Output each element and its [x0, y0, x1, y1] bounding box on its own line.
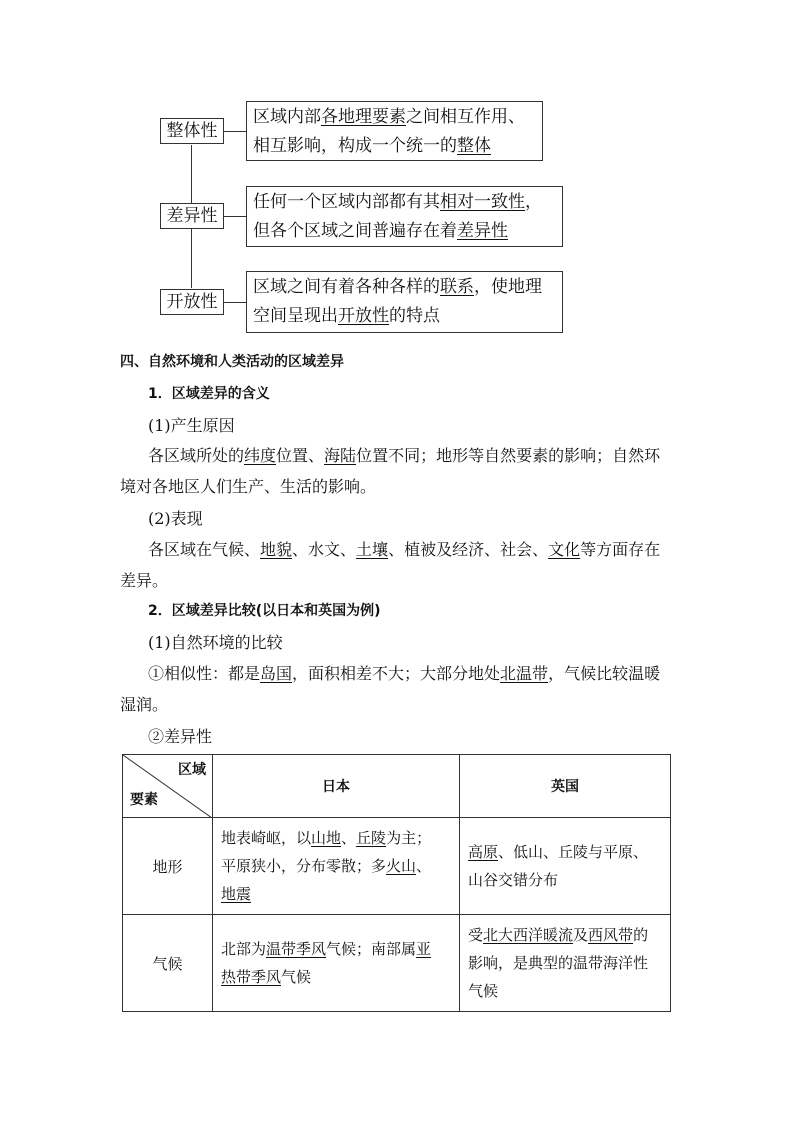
text-segment: 、植被及经济、社会、: [388, 540, 549, 559]
cell-line: [221, 880, 451, 908]
text-segment: 位置、: [276, 446, 325, 465]
similarity-line-2: [120, 692, 680, 715]
text-segment: 位置不同；地形等自然要素的影响；自然环: [356, 446, 661, 465]
text-segment: 境对各地区人们生产、生活的影响。: [120, 477, 377, 496]
header-japan: 日本: [213, 755, 460, 818]
text-segment: 的: [633, 926, 649, 944]
underlined-term: 温带季风: [266, 940, 327, 958]
cell-line: [221, 935, 451, 963]
corner-bottom-label: 要素: [130, 792, 158, 808]
text-segment: 为主；: [386, 829, 432, 847]
diagram-desc-integrity: [246, 101, 543, 161]
diagram-desc-openness: [246, 271, 563, 333]
cell-line: [221, 824, 451, 852]
diagram-key-openness: 开放性: [160, 289, 224, 315]
reason-line-1: [148, 443, 708, 466]
text-segment: 空间呈现出: [253, 306, 338, 326]
reason-line-2: [120, 474, 680, 497]
text-segment: 山谷交错分布: [468, 871, 559, 889]
cell-line: [468, 949, 662, 977]
text-segment: 气候: [281, 968, 312, 986]
desc-line: [253, 302, 556, 331]
subheading-reason: (1)产生原因: [148, 416, 235, 435]
row-label-climate: 气候: [123, 915, 213, 1012]
cell-line: [221, 963, 451, 991]
desc-line: [253, 217, 556, 246]
underlined-term: 热带季风: [221, 968, 282, 986]
text-segment: 相互影响，构成一个统一的: [253, 136, 457, 156]
cell-line: [468, 921, 662, 949]
underlined-term: 丘陵: [356, 829, 387, 847]
text-segment: 但各个区域之间普遍存在着: [253, 221, 457, 241]
text-segment: ，使地理: [474, 277, 542, 297]
text-segment: 差异。: [120, 571, 169, 590]
text-segment: 及: [573, 926, 589, 944]
text-segment: 、水文、: [292, 540, 357, 559]
text-segment: 、: [416, 857, 432, 875]
underlined-term: 差异性: [457, 221, 508, 241]
cell-line: [468, 838, 662, 866]
region-characteristics-diagram: [0, 0, 794, 340]
text-segment: 湿润。: [120, 695, 169, 714]
cell-japan-climate: [213, 915, 460, 1012]
underlined-term: 岛国: [260, 664, 293, 683]
subheading-natural: (1)自然环境的比较: [148, 633, 283, 652]
diagram-key-difference: 差异性: [160, 203, 224, 229]
text-segment: ，面积相差不大；大部分地处: [292, 664, 501, 683]
text-segment: 各区域在气候、: [148, 540, 261, 559]
desc-line: [253, 132, 536, 161]
underlined-term: 整体: [457, 136, 491, 156]
subsection-title: 2．区域差异比较(以日本和英国为例): [148, 603, 381, 619]
desc-line: [253, 103, 536, 132]
difference-title: ②差异性: [148, 727, 213, 746]
underlined-term: 高原: [468, 843, 499, 861]
underlined-term: 地貌: [260, 540, 293, 559]
performance-line-2: [120, 568, 680, 591]
diagram-desc-difference: [246, 186, 563, 247]
text-segment: 受: [468, 926, 484, 944]
text-segment: 各区域所处的: [148, 446, 245, 465]
text-segment: 北部为: [221, 940, 267, 958]
underlined-term: 文化: [548, 540, 581, 559]
cell-line: [468, 977, 662, 1005]
subsection-title: 1．区域差异的含义: [148, 386, 270, 402]
underlined-term: 地震: [221, 885, 252, 903]
table-row: [123, 818, 671, 915]
header-uk: 英国: [460, 755, 671, 818]
comparison-table: [122, 754, 671, 1012]
diagram-dash: [223, 216, 247, 217]
cell-line: [468, 866, 662, 894]
diagram-dash: [223, 131, 247, 132]
table-row: [123, 915, 671, 1012]
text-segment: 区域内部: [253, 107, 321, 127]
text-segment: 、: [341, 829, 357, 847]
underlined-term: 北温带: [500, 664, 549, 683]
underlined-term: 纬度: [244, 446, 277, 465]
underlined-term: 亚: [416, 940, 432, 958]
similarity-line-1: [148, 661, 708, 684]
desc-line: [253, 188, 556, 217]
text-segment: 平原狭小，分布零散；多: [221, 857, 387, 875]
section-title: 四、自然环境和人类活动的区域差异: [120, 354, 344, 370]
text-segment: 区域之间有着各种各样的: [253, 277, 440, 297]
text-segment: 气候；南部属: [326, 940, 417, 958]
text-segment: 影响，是典型的温带海洋性: [468, 954, 649, 972]
table-corner-cell: [123, 755, 213, 818]
underlined-term: 开放性: [338, 306, 389, 326]
text-segment: 的特点: [389, 306, 440, 326]
underlined-term: 土壤: [356, 540, 389, 559]
underlined-term: 相对一致性: [440, 192, 525, 212]
text-segment: 之间相互作用、: [406, 107, 525, 127]
underlined-term: 山地: [311, 829, 342, 847]
underlined-term: 海陆: [324, 446, 357, 465]
cell-line: [221, 852, 451, 880]
underlined-term: 联系: [440, 277, 474, 297]
subheading-performance: (2)表现: [148, 509, 203, 528]
text-segment: ①相似性：都是: [148, 664, 261, 683]
diagram-key-integrity: 整体性: [160, 118, 224, 144]
performance-line-1: [148, 537, 708, 560]
diagram-dash: [223, 302, 247, 303]
cell-uk-climate: [460, 915, 671, 1012]
text-segment: ，: [525, 192, 542, 212]
cell-uk-terrain: [460, 818, 671, 915]
desc-line: [253, 273, 556, 302]
text-segment: 、低山、丘陵与平原、: [498, 843, 649, 861]
cell-japan-terrain: [213, 818, 460, 915]
underlined-term: 北大西洋暖流: [483, 926, 574, 944]
row-label-terrain: 地形: [123, 818, 213, 915]
table-header-row: [123, 755, 671, 818]
text-segment: 等方面存在: [580, 540, 661, 559]
text-segment: 任何一个区域内部都有其: [253, 192, 440, 212]
underlined-term: 西风带: [588, 926, 634, 944]
corner-top-label: 区域: [178, 762, 206, 778]
text-segment: 地表崎岖，以: [221, 829, 312, 847]
underlined-term: 火山: [386, 857, 417, 875]
text-segment: ，气候比较温暖: [548, 664, 661, 683]
underlined-term: 各地理要素: [321, 107, 406, 127]
text-segment: 气候: [468, 982, 499, 1000]
